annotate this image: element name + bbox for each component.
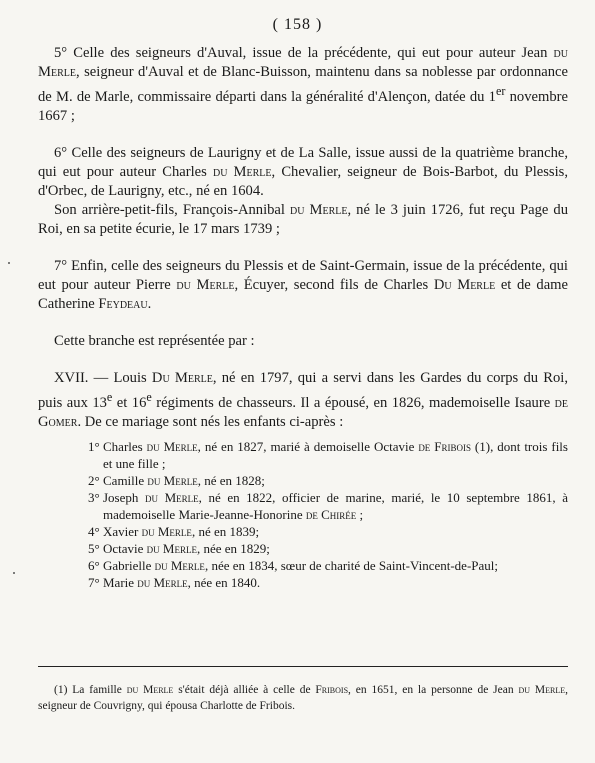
surname: du Merle (144, 489, 199, 505)
item-number: 5° (88, 540, 100, 556)
paragraph-7 (38, 257, 568, 314)
branch-intro: Cette branche est représentée par : (54, 332, 255, 349)
list-item (88, 540, 568, 557)
text: Marie (103, 574, 138, 590)
text: , Écuyer, second fils de Charles (234, 276, 434, 293)
children-list (88, 438, 568, 591)
text: et 16 (112, 394, 147, 411)
main-text (38, 44, 568, 591)
text: Octavie (103, 540, 147, 556)
text: régiments de chasseurs. Il a épousé, en 1826, mademoiselle Isaure (151, 394, 555, 411)
text: , en 1651, en la personne de Jean (348, 684, 519, 696)
superscript: e (146, 389, 152, 404)
superscript: er (495, 84, 506, 98)
item-number: 4° (88, 523, 100, 539)
text: et de dame Catherine (38, 276, 569, 312)
text: , né en 1827, marié à demoiselle Octavie (197, 438, 419, 454)
surname: du Merle (137, 574, 188, 590)
surname: du Merle (518, 684, 566, 696)
text: , née en 1829; (196, 540, 270, 556)
text: 6° Celle des seigneurs de Laurigny et de La Salle, issue aussi de la quatrième branche, qui eut pour auteur Charles (38, 144, 568, 180)
surname: Fribois (315, 684, 349, 696)
paragraph-5 (38, 44, 568, 126)
text: , seigneur d'Auval et de Blanc-Buisson, maintenu dans sa noblesse par ordonnance de M. de Marle, commissaire départi dans la généralité d'Alençon, datée du 1 (38, 64, 568, 105)
list-item (88, 574, 568, 591)
surname: du Merle (176, 276, 235, 293)
paragraph-6b (38, 201, 568, 239)
text: Camille (103, 472, 148, 488)
list-item (88, 438, 568, 472)
text: , né en 1828; (197, 472, 265, 488)
text: 7° Enfin, celle des seigneurs du Plessis et de Saint-Germain, issue de la précédente, qui eut pour auteur Pierre (38, 257, 568, 293)
text: Son arrière-petit-fils, François-Annibal (54, 201, 291, 218)
item-number: 6° (88, 557, 100, 573)
text: (1), dont trois fils et une fille ; (103, 438, 568, 471)
text: Gabrielle (103, 557, 155, 573)
surname: Du Merle (151, 369, 213, 386)
text: , né en 1797, qui a servi dans les Gardes du corps du Roi, puis aux 13 (38, 369, 568, 411)
footnote-divider (38, 666, 568, 667)
text: , seigneur de Couvrigny, qui épousa Charlotte de Fribois. (38, 684, 568, 712)
ink-speck (8, 262, 10, 264)
text: ; (356, 506, 364, 522)
surname: du Merle (126, 684, 174, 696)
surname: du Merle (38, 45, 568, 80)
text: novembre 1667 ; (38, 88, 568, 124)
superscript: e (106, 389, 113, 404)
page-number: ( 158 ) (272, 16, 323, 33)
text: , né en 1822, officier de marine, marié, le 10 septembre 1861, à mademoiselle Marie-Jeanne-Honorine (103, 489, 568, 522)
surname: du Merle (154, 557, 205, 573)
list-item (88, 489, 568, 523)
text: . De ce mariage sont nés les enfants ci-après : (77, 413, 344, 430)
text: s'était déjà alliée à celle de (173, 684, 316, 696)
surname: Du Merle (433, 276, 496, 293)
text: . (147, 295, 152, 312)
text: , née en 1840. (187, 574, 261, 590)
surname: Feydeau (98, 295, 148, 312)
text: , Chevalier, seigneur de Bois-Barbot, du Plessis, d'Orbec, de Laurigny, etc., né en 1604. (38, 163, 568, 199)
surname: du Merle (147, 472, 198, 488)
surname: du Merle (146, 438, 198, 454)
generation-xvii (38, 369, 568, 432)
surname: du Merle (146, 540, 197, 556)
surname: de Fribois (418, 438, 471, 454)
surname: du Merle (290, 201, 348, 218)
surname: de Chirée (305, 506, 357, 522)
text: Charles (103, 438, 147, 454)
item-number: 1° (88, 438, 100, 454)
ink-speck (13, 572, 15, 574)
text: , née en 1834, sœur de charité de Saint-Vincent-de-Paul; (204, 557, 499, 573)
list-item (88, 472, 568, 489)
list-item (88, 557, 568, 574)
surname: du Merle (212, 163, 272, 180)
text: 5° Celle des seigneurs d'Auval, issue de la précédente, qui eut pour auteur Jean (54, 45, 554, 61)
text: (1) La famille (54, 684, 127, 696)
text: Joseph (103, 489, 145, 505)
surname: de Gomer (38, 394, 568, 430)
text: XVII. — Louis (54, 369, 152, 386)
text: Xavier (103, 523, 142, 539)
surname: du Merle (141, 523, 192, 539)
text: , né le 3 juin 1726, fut reçu Page du Roi, en sa petite écurie, le 17 mars 1739 ; (38, 201, 568, 237)
footnote (38, 682, 568, 714)
paragraph-6 (38, 144, 568, 201)
item-number: 2° (88, 472, 100, 488)
item-number: 3° (88, 489, 100, 505)
text: , né en 1839; (191, 523, 260, 539)
list-item (88, 523, 568, 540)
item-number: 7° (88, 574, 100, 590)
